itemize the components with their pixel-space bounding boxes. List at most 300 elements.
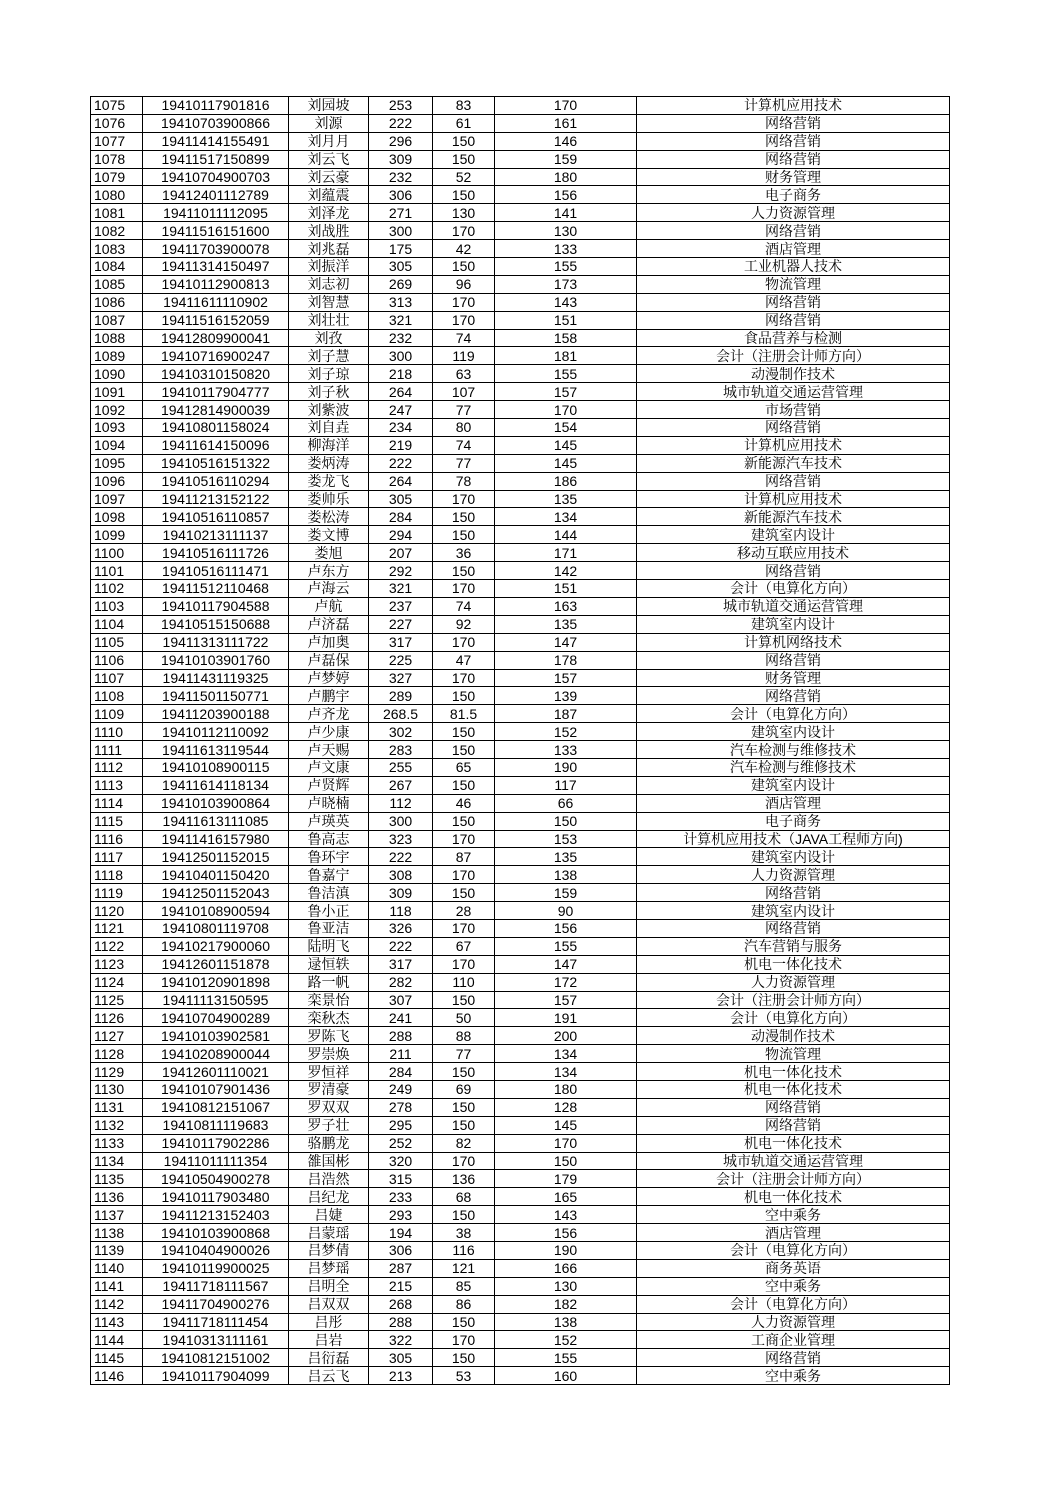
total-score-cell: 222 <box>369 114 433 132</box>
score-a-cell: 170 <box>433 919 495 937</box>
score-a-cell: 46 <box>433 794 495 812</box>
table-row <box>91 669 950 687</box>
major-cell: 网络营销 <box>637 472 950 490</box>
total-score-cell: 232 <box>369 329 433 347</box>
total-score-cell: 326 <box>369 919 433 937</box>
candidate-id-cell: 19410103900868 <box>143 1224 289 1242</box>
major-cell: 会计（电算化方向） <box>637 1242 950 1260</box>
row-number-cell: 1105 <box>91 633 143 651</box>
major-cell: 建筑室内设计 <box>637 615 950 633</box>
major-cell: 会计（电算化方向） <box>637 1009 950 1027</box>
total-score-cell: 112 <box>369 794 433 812</box>
name-cell: 刘孜 <box>289 329 369 347</box>
table-row <box>91 1367 950 1385</box>
major-cell: 计算机应用技术 <box>637 436 950 454</box>
total-score-cell: 307 <box>369 991 433 1009</box>
row-number-cell: 1099 <box>91 526 143 544</box>
major-cell: 网络营销 <box>637 150 950 168</box>
total-score-cell: 292 <box>369 562 433 580</box>
score-b-cell: 161 <box>495 114 637 132</box>
major-cell: 建筑室内设计 <box>637 723 950 741</box>
name-cell: 卢晓楠 <box>289 794 369 812</box>
score-b-cell: 151 <box>495 311 637 329</box>
candidate-id-cell: 19410108900594 <box>143 902 289 920</box>
major-cell: 网络营销 <box>637 222 950 240</box>
candidate-id-cell: 19410208900044 <box>143 1045 289 1063</box>
name-cell: 刘子琼 <box>289 365 369 383</box>
major-cell: 计算机应用技术（JAVA工程师方向) <box>637 830 950 848</box>
table-row <box>91 866 950 884</box>
name-cell: 卢海云 <box>289 580 369 598</box>
name-cell: 鲁亚洁 <box>289 919 369 937</box>
row-number-cell: 1108 <box>91 687 143 705</box>
score-a-cell: 74 <box>433 329 495 347</box>
total-score-cell: 222 <box>369 937 433 955</box>
total-score-cell: 322 <box>369 1331 433 1349</box>
table-row <box>91 329 950 347</box>
major-cell: 汽车检测与维修技术 <box>637 758 950 776</box>
name-cell: 吕云飞 <box>289 1367 369 1385</box>
name-cell: 吕双双 <box>289 1295 369 1313</box>
row-number-cell: 1117 <box>91 848 143 866</box>
name-cell: 吕婕 <box>289 1206 369 1224</box>
score-b-cell: 173 <box>495 275 637 293</box>
score-a-cell: 150 <box>433 186 495 204</box>
table-row <box>91 884 950 902</box>
table-row <box>91 1295 950 1313</box>
score-a-cell: 74 <box>433 597 495 615</box>
total-score-cell: 219 <box>369 436 433 454</box>
row-number-cell: 1091 <box>91 383 143 401</box>
table-row <box>91 955 950 973</box>
major-cell: 市场营销 <box>637 401 950 419</box>
candidate-id-cell: 19412401112789 <box>143 186 289 204</box>
major-cell: 网络营销 <box>637 1116 950 1134</box>
table-body <box>91 97 950 1385</box>
major-cell: 空中乘务 <box>637 1367 950 1385</box>
major-cell: 人力资源管理 <box>637 204 950 222</box>
candidate-id-cell: 19410103900864 <box>143 794 289 812</box>
row-number-cell: 1082 <box>91 222 143 240</box>
table-row <box>91 562 950 580</box>
total-score-cell: 268.5 <box>369 705 433 723</box>
row-number-cell: 1085 <box>91 275 143 293</box>
major-cell: 机电一体化技术 <box>637 1134 950 1152</box>
table-row <box>91 472 950 490</box>
candidate-id-cell: 19410103901760 <box>143 651 289 669</box>
candidate-id-cell: 19410117903480 <box>143 1188 289 1206</box>
major-cell: 商务英语 <box>637 1259 950 1277</box>
name-cell: 卢加奥 <box>289 633 369 651</box>
row-number-cell: 1143 <box>91 1313 143 1331</box>
table-row <box>91 508 950 526</box>
score-b-cell: 170 <box>495 401 637 419</box>
score-a-cell: 77 <box>433 401 495 419</box>
total-score-cell: 295 <box>369 1116 433 1134</box>
candidate-id-cell: 19410801119708 <box>143 919 289 937</box>
score-a-cell: 63 <box>433 365 495 383</box>
score-b-cell: 143 <box>495 293 637 311</box>
name-cell: 卢鹏宇 <box>289 687 369 705</box>
table-row <box>91 222 950 240</box>
table-row <box>91 114 950 132</box>
major-cell: 网络营销 <box>637 132 950 150</box>
row-number-cell: 1112 <box>91 758 143 776</box>
major-cell: 新能源汽车技术 <box>637 508 950 526</box>
row-number-cell: 1078 <box>91 150 143 168</box>
total-score-cell: 207 <box>369 544 433 562</box>
score-a-cell: 77 <box>433 1045 495 1063</box>
score-b-cell: 179 <box>495 1170 637 1188</box>
candidate-id-cell: 19411614118134 <box>143 776 289 794</box>
candidate-id-cell: 19411704900276 <box>143 1295 289 1313</box>
score-a-cell: 150 <box>433 687 495 705</box>
candidate-id-cell: 19412809900041 <box>143 329 289 347</box>
candidate-id-cell: 19410112110092 <box>143 723 289 741</box>
row-number-cell: 1131 <box>91 1098 143 1116</box>
name-cell: 吕蒙瑶 <box>289 1224 369 1242</box>
table-row <box>91 1188 950 1206</box>
score-a-cell: 150 <box>433 132 495 150</box>
total-score-cell: 305 <box>369 258 433 276</box>
score-b-cell: 170 <box>495 1134 637 1152</box>
row-number-cell: 1089 <box>91 347 143 365</box>
major-cell: 人力资源管理 <box>637 973 950 991</box>
score-a-cell: 119 <box>433 347 495 365</box>
candidate-id-cell: 19412601151878 <box>143 955 289 973</box>
candidate-id-cell: 19410516151322 <box>143 454 289 472</box>
major-cell: 机电一体化技术 <box>637 1188 950 1206</box>
major-cell: 新能源汽车技术 <box>637 454 950 472</box>
major-cell: 建筑室内设计 <box>637 526 950 544</box>
total-score-cell: 284 <box>369 1063 433 1081</box>
score-b-cell: 135 <box>495 615 637 633</box>
score-b-cell: 141 <box>495 204 637 222</box>
candidate-id-cell: 19410704900703 <box>143 168 289 186</box>
total-score-cell: 264 <box>369 383 433 401</box>
total-score-cell: 302 <box>369 723 433 741</box>
candidate-id-cell: 19410117904777 <box>143 383 289 401</box>
total-score-cell: 213 <box>369 1367 433 1385</box>
candidate-id-cell: 19410213111137 <box>143 526 289 544</box>
name-cell: 柳海洋 <box>289 436 369 454</box>
table-row <box>91 1224 950 1242</box>
major-cell: 空中乘务 <box>637 1277 950 1295</box>
row-number-cell: 1081 <box>91 204 143 222</box>
candidate-id-cell: 19411512110468 <box>143 580 289 598</box>
total-score-cell: 317 <box>369 633 433 651</box>
table-row <box>91 1206 950 1224</box>
name-cell: 娄龙飞 <box>289 472 369 490</box>
table-row <box>91 1063 950 1081</box>
row-number-cell: 1125 <box>91 991 143 1009</box>
score-a-cell: 150 <box>433 508 495 526</box>
name-cell: 吕彤 <box>289 1313 369 1331</box>
total-score-cell: 300 <box>369 812 433 830</box>
score-a-cell: 69 <box>433 1080 495 1098</box>
score-b-cell: 155 <box>495 937 637 955</box>
name-cell: 吕岩 <box>289 1331 369 1349</box>
total-score-cell: 327 <box>369 669 433 687</box>
major-cell: 网络营销 <box>637 293 950 311</box>
major-cell: 人力资源管理 <box>637 1313 950 1331</box>
row-number-cell: 1118 <box>91 866 143 884</box>
candidate-id-cell: 19410704900289 <box>143 1009 289 1027</box>
name-cell: 路一帆 <box>289 973 369 991</box>
candidate-id-cell: 19410107901436 <box>143 1080 289 1098</box>
candidate-id-cell: 19410117902286 <box>143 1134 289 1152</box>
table-row <box>91 776 950 794</box>
row-number-cell: 1116 <box>91 830 143 848</box>
row-number-cell: 1126 <box>91 1009 143 1027</box>
candidate-id-cell: 19411703900078 <box>143 240 289 258</box>
candidate-id-cell: 19410716900247 <box>143 347 289 365</box>
score-b-cell: 170 <box>495 97 637 115</box>
total-score-cell: 241 <box>369 1009 433 1027</box>
major-cell: 网络营销 <box>637 919 950 937</box>
table-row <box>91 204 950 222</box>
row-number-cell: 1145 <box>91 1349 143 1367</box>
table-row <box>91 240 950 258</box>
name-cell: 卢梦婷 <box>289 669 369 687</box>
table-row <box>91 991 950 1009</box>
score-b-cell: 117 <box>495 776 637 794</box>
candidate-id-cell: 19411614150096 <box>143 436 289 454</box>
row-number-cell: 1136 <box>91 1188 143 1206</box>
name-cell: 刘智慧 <box>289 293 369 311</box>
score-b-cell: 134 <box>495 508 637 526</box>
table-row <box>91 1098 950 1116</box>
table-row <box>91 848 950 866</box>
table-row <box>91 1045 950 1063</box>
candidate-id-cell: 19411203900188 <box>143 705 289 723</box>
table-row <box>91 615 950 633</box>
total-score-cell: 118 <box>369 902 433 920</box>
total-score-cell: 233 <box>369 1188 433 1206</box>
score-a-cell: 50 <box>433 1009 495 1027</box>
score-b-cell: 130 <box>495 1277 637 1295</box>
total-score-cell: 264 <box>369 472 433 490</box>
total-score-cell: 255 <box>369 758 433 776</box>
major-cell: 网络营销 <box>637 419 950 437</box>
score-a-cell: 86 <box>433 1295 495 1313</box>
score-b-cell: 186 <box>495 472 637 490</box>
name-cell: 刘子慧 <box>289 347 369 365</box>
name-cell: 罗子壮 <box>289 1116 369 1134</box>
score-b-cell: 163 <box>495 597 637 615</box>
score-a-cell: 150 <box>433 884 495 902</box>
score-a-cell: 96 <box>433 275 495 293</box>
row-number-cell: 1129 <box>91 1063 143 1081</box>
candidate-id-cell: 19411517150899 <box>143 150 289 168</box>
table-row <box>91 1116 950 1134</box>
score-b-cell: 133 <box>495 240 637 258</box>
major-cell: 会计（电算化方向） <box>637 705 950 723</box>
score-b-cell: 180 <box>495 168 637 186</box>
table-row <box>91 1277 950 1295</box>
row-number-cell: 1096 <box>91 472 143 490</box>
total-score-cell: 305 <box>369 490 433 508</box>
table-row <box>91 365 950 383</box>
score-a-cell: 47 <box>433 651 495 669</box>
candidate-id-cell: 19411113150595 <box>143 991 289 1009</box>
score-b-cell: 159 <box>495 150 637 168</box>
name-cell: 娄旭 <box>289 544 369 562</box>
name-cell: 吕梦倩 <box>289 1242 369 1260</box>
score-b-cell: 159 <box>495 884 637 902</box>
name-cell: 鲁洁滇 <box>289 884 369 902</box>
major-cell: 网络营销 <box>637 1349 950 1367</box>
candidate-id-cell: 19411011111354 <box>143 1152 289 1170</box>
name-cell: 刘源 <box>289 114 369 132</box>
score-a-cell: 170 <box>433 955 495 973</box>
name-cell: 刘志初 <box>289 275 369 293</box>
name-cell: 刘战胜 <box>289 222 369 240</box>
total-score-cell: 287 <box>369 1259 433 1277</box>
score-a-cell: 170 <box>433 866 495 884</box>
row-number-cell: 1119 <box>91 884 143 902</box>
total-score-cell: 211 <box>369 1045 433 1063</box>
row-number-cell: 1097 <box>91 490 143 508</box>
major-cell: 酒店管理 <box>637 794 950 812</box>
table-row <box>91 150 950 168</box>
score-b-cell: 157 <box>495 383 637 401</box>
score-a-cell: 74 <box>433 436 495 454</box>
total-score-cell: 249 <box>369 1080 433 1098</box>
major-cell: 酒店管理 <box>637 1224 950 1242</box>
name-cell: 刘云飞 <box>289 150 369 168</box>
row-number-cell: 1127 <box>91 1027 143 1045</box>
score-a-cell: 52 <box>433 168 495 186</box>
score-a-cell: 150 <box>433 562 495 580</box>
score-b-cell: 134 <box>495 1045 637 1063</box>
total-score-cell: 252 <box>369 1134 433 1152</box>
row-number-cell: 1132 <box>91 1116 143 1134</box>
row-number-cell: 1103 <box>91 597 143 615</box>
row-number-cell: 1130 <box>91 1080 143 1098</box>
name-cell: 卢齐龙 <box>289 705 369 723</box>
name-cell: 娄炳涛 <box>289 454 369 472</box>
score-b-cell: 156 <box>495 919 637 937</box>
total-score-cell: 232 <box>369 168 433 186</box>
row-number-cell: 1090 <box>91 365 143 383</box>
name-cell: 鲁环宇 <box>289 848 369 866</box>
total-score-cell: 283 <box>369 741 433 759</box>
row-number-cell: 1106 <box>91 651 143 669</box>
major-cell: 网络营销 <box>637 687 950 705</box>
candidate-id-cell: 19410112900813 <box>143 275 289 293</box>
candidate-id-cell: 19412501152043 <box>143 884 289 902</box>
total-score-cell: 268 <box>369 1295 433 1313</box>
table-row <box>91 973 950 991</box>
row-number-cell: 1128 <box>91 1045 143 1063</box>
score-b-cell: 160 <box>495 1367 637 1385</box>
major-cell: 食品营养与检测 <box>637 329 950 347</box>
name-cell: 刘子秋 <box>289 383 369 401</box>
row-number-cell: 1135 <box>91 1170 143 1188</box>
candidate-id-cell: 19412501152015 <box>143 848 289 866</box>
major-cell: 城市轨道交通运营管理 <box>637 1152 950 1170</box>
score-a-cell: 150 <box>433 526 495 544</box>
candidate-id-cell: 19411718111454 <box>143 1313 289 1331</box>
name-cell: 刘兆磊 <box>289 240 369 258</box>
name-cell: 卢瑛英 <box>289 812 369 830</box>
table-row <box>91 1259 950 1277</box>
major-cell: 酒店管理 <box>637 240 950 258</box>
row-number-cell: 1083 <box>91 240 143 258</box>
total-score-cell: 309 <box>369 150 433 168</box>
row-number-cell: 1104 <box>91 615 143 633</box>
row-number-cell: 1141 <box>91 1277 143 1295</box>
table-row <box>91 436 950 454</box>
candidate-id-cell: 19410119900025 <box>143 1259 289 1277</box>
table-row <box>91 580 950 598</box>
table-row <box>91 419 950 437</box>
candidate-id-cell: 19411431119325 <box>143 669 289 687</box>
score-b-cell: 155 <box>495 258 637 276</box>
major-cell: 人力资源管理 <box>637 866 950 884</box>
total-score-cell: 269 <box>369 275 433 293</box>
major-cell: 网络营销 <box>637 884 950 902</box>
name-cell: 罗双双 <box>289 1098 369 1116</box>
score-b-cell: 145 <box>495 1116 637 1134</box>
total-score-cell: 247 <box>369 401 433 419</box>
candidate-id-cell: 19410217900060 <box>143 937 289 955</box>
row-number-cell: 1087 <box>91 311 143 329</box>
score-a-cell: 150 <box>433 1349 495 1367</box>
candidate-id-cell: 19411501150771 <box>143 687 289 705</box>
name-cell: 吕浩然 <box>289 1170 369 1188</box>
score-b-cell: 135 <box>495 848 637 866</box>
table-row <box>91 293 950 311</box>
candidate-id-cell: 19410811119683 <box>143 1116 289 1134</box>
name-cell: 娄帅乐 <box>289 490 369 508</box>
score-b-cell: 151 <box>495 580 637 598</box>
candidate-id-cell: 19410812151002 <box>143 1349 289 1367</box>
name-cell: 罗崇焕 <box>289 1045 369 1063</box>
candidate-id-cell: 19410504900278 <box>143 1170 289 1188</box>
name-cell: 罗清豪 <box>289 1080 369 1098</box>
candidate-id-cell: 19410117901816 <box>143 97 289 115</box>
row-number-cell: 1100 <box>91 544 143 562</box>
score-b-cell: 138 <box>495 866 637 884</box>
total-score-cell: 194 <box>369 1224 433 1242</box>
score-a-cell: 170 <box>433 311 495 329</box>
candidate-id-cell: 19412601110021 <box>143 1063 289 1081</box>
candidate-id-cell: 19410516110857 <box>143 508 289 526</box>
total-score-cell: 234 <box>369 419 433 437</box>
score-b-cell: 200 <box>495 1027 637 1045</box>
candidate-id-cell: 19411613119544 <box>143 741 289 759</box>
score-b-cell: 135 <box>495 490 637 508</box>
total-score-cell: 222 <box>369 454 433 472</box>
major-cell: 计算机应用技术 <box>637 490 950 508</box>
candidate-id-cell: 19410401150420 <box>143 866 289 884</box>
score-a-cell: 28 <box>433 902 495 920</box>
total-score-cell: 267 <box>369 776 433 794</box>
score-a-cell: 130 <box>433 204 495 222</box>
row-number-cell: 1088 <box>91 329 143 347</box>
score-a-cell: 61 <box>433 114 495 132</box>
candidate-id-cell: 19410801158024 <box>143 419 289 437</box>
row-number-cell: 1139 <box>91 1242 143 1260</box>
major-cell: 动漫制作技术 <box>637 1027 950 1045</box>
candidate-id-cell: 19410516111471 <box>143 562 289 580</box>
row-number-cell: 1124 <box>91 973 143 991</box>
major-cell: 会计（电算化方向） <box>637 580 950 598</box>
candidate-id-cell: 19411516151600 <box>143 222 289 240</box>
table-row <box>91 1313 950 1331</box>
